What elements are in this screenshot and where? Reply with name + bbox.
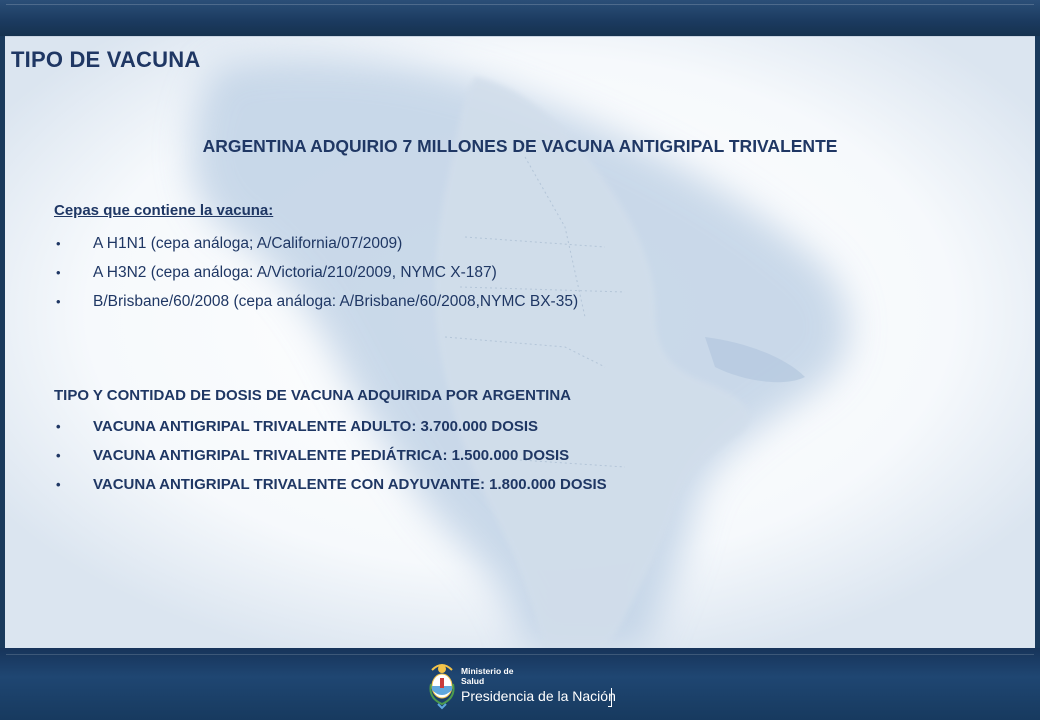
headline: ARGENTINA ADQUIRIO 7 MILLONES DE VACUNA ANTIGRIPAL TRIVALENTE [202, 136, 838, 156]
logo-presidency-label: Presidencia de la Nación [461, 688, 616, 704]
ministry-logo [428, 660, 618, 712]
argentina-coat-of-arms-icon [428, 660, 456, 710]
bullet: • [56, 448, 61, 463]
logo-ministry-label: Ministerio de [461, 666, 514, 676]
strain-text: B/Brisbane/60/2008 (cepa análoga: A/Brisbane/60/2008,NYMC BX-35) [93, 293, 579, 310]
list-item [54, 446, 607, 475]
list-item [54, 417, 607, 446]
logo-bracket [608, 688, 612, 707]
bullet: • [56, 294, 61, 309]
strains-list [54, 234, 578, 321]
bullet: • [56, 265, 61, 280]
list-item [54, 475, 607, 504]
strain-text: A H3N2 (cepa análoga: A/Victoria/210/2009, NYMC X-187) [93, 264, 497, 281]
dose-text: VACUNA ANTIGRIPAL TRIVALENTE CON ADYUVANTE: 1.800.000 DOSIS [93, 476, 607, 493]
slide-title: TIPO DE VACUNA [11, 47, 201, 72]
doses-heading: TIPO Y CONTIDAD DE DOSIS DE VACUNA ADQUIRIDA POR ARGENTINA [54, 387, 571, 404]
list-item [54, 292, 578, 321]
dose-text: VACUNA ANTIGRIPAL TRIVALENTE PEDIÁTRICA: 1.500.000 DOSIS [93, 447, 570, 464]
slide-canvas [5, 36, 1035, 649]
list-item [54, 263, 578, 292]
strains-heading: Cepas que contiene la vacuna: [54, 202, 274, 219]
list-item [54, 234, 578, 263]
bullet: • [56, 236, 61, 251]
slide-content [5, 37, 1035, 649]
bullet: • [56, 477, 61, 492]
dose-text: VACUNA ANTIGRIPAL TRIVALENTE ADULTO: 3.700.000 DOSIS [93, 418, 539, 435]
top-bar [0, 0, 1040, 36]
logo-health-label: Salud [461, 676, 485, 686]
strain-text: A H1N1 (cepa análoga; A/California/07/2009) [93, 235, 403, 252]
top-bar-line [6, 4, 1034, 5]
bullet: • [56, 419, 61, 434]
doses-list [54, 417, 607, 504]
bottom-bar-line [6, 654, 1034, 655]
